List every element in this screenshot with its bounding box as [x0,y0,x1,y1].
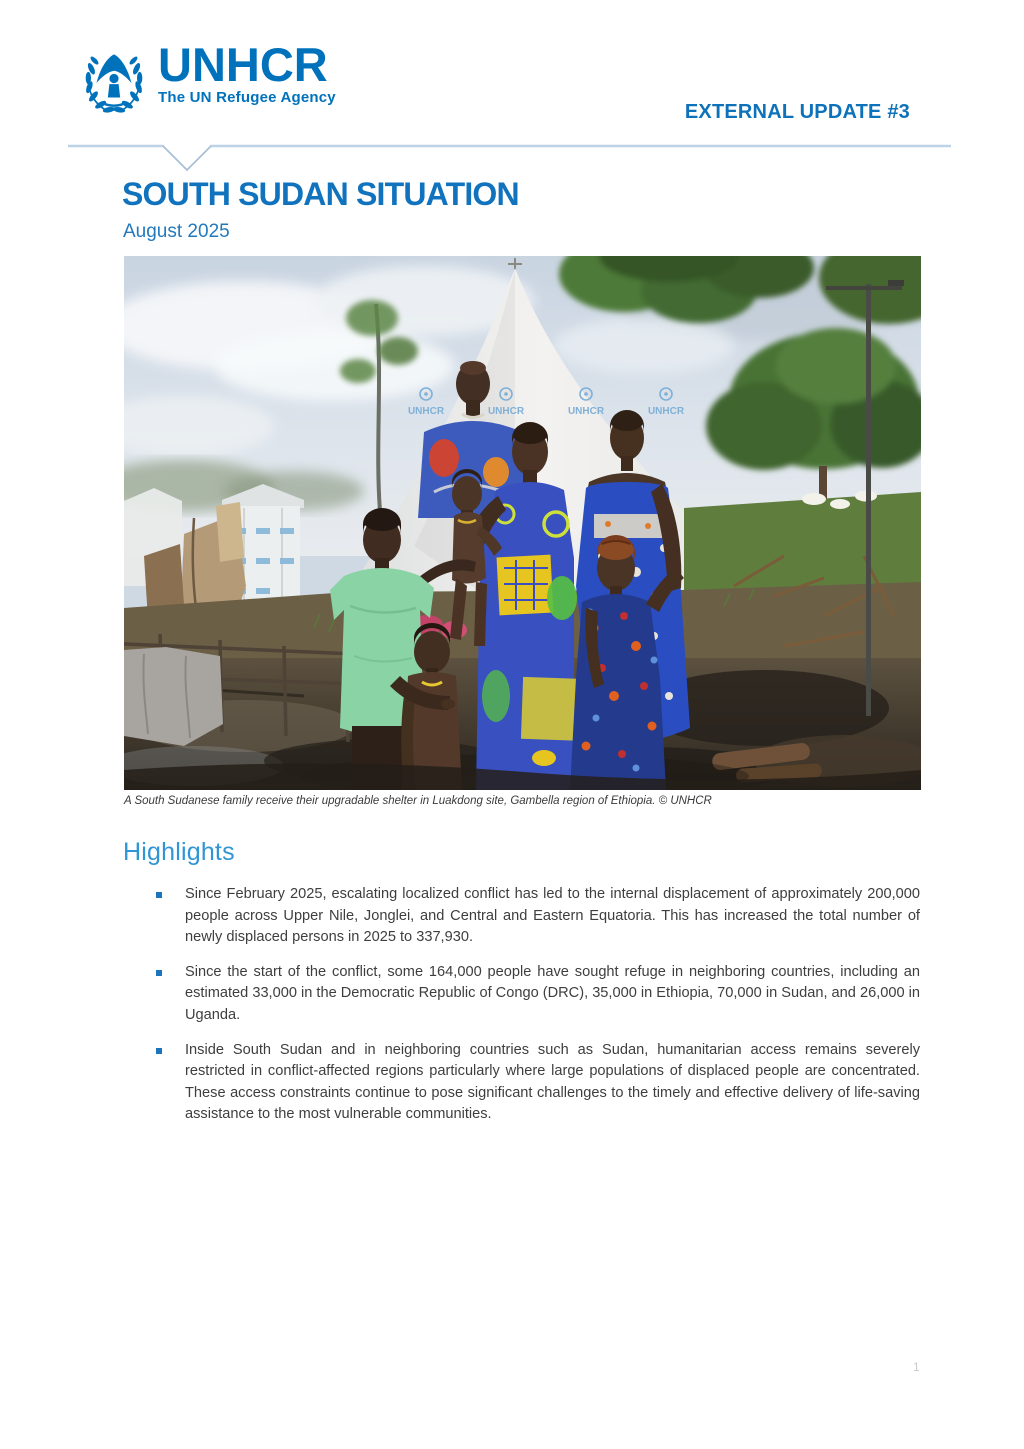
tent-cone-logo-text: UNHCR [647,406,685,417]
bullet-square-icon [156,970,162,976]
tent-cone-logo-text: UNHCR [487,406,525,417]
highlight-text: Inside South Sudan and in neighboring countries such as Sudan, humanitarian access remains severely restricted in conflict-affected regions particularly where large populations of displaced people are concentrated. These access constraints continue to pose significant challenges to the timely and effective delivery of life-saving assistance to the most vulnerable communities. [185,1041,920,1123]
bullet-square-icon [156,1048,162,1054]
unhcr-wordmark [158,40,336,106]
unhcr-logo [78,40,336,118]
page-title: SOUTH SUDAN SITUATION [122,176,519,212]
unhcr-emblem-icon [78,40,150,118]
tent-cone-logo-text: UNHCR [407,406,445,417]
highlights-heading: Highlights [123,838,235,866]
highlight-item [123,884,920,949]
highlight-text: Since February 2025, escalating localized conflict has led to the internal displacement of approximately 200,000 people across Upper Nile, Jonglei, and Central and Eastern Equatoria. This has increased the total number of newly displaced persons in 2025 to 337,930. [185,886,920,946]
logo-tagline: The UN Refugee Agency [158,89,336,107]
page-date: August 2025 [123,221,230,242]
logo-name: UNHCR [158,38,328,91]
external-update-label: EXTERNAL UPDATE #3 [684,101,910,123]
bullet-square-icon [156,892,162,898]
highlight-text: Since the start of the conflict, some 164,000 people have sought refuge in neighboring countries, including an estimated 33,000 in the Democratic Republic of Congo (DRC), 35,000 in Ethiopia, 70,000 in Sudan, and 26,000 in Uganda. [185,963,921,1023]
tent-cone-logo-text: UNHCR [567,406,605,417]
page-number: 1 [913,1360,920,1374]
photo-caption: A South Sudanese family receive their upgradable shelter in Luakdong site, Gambella region of Ethiopia. © UNHCR [124,795,712,807]
highlights-list [123,884,920,1139]
family-photo [124,256,921,790]
highlight-item [123,1040,920,1126]
highlight-item [123,962,920,1027]
